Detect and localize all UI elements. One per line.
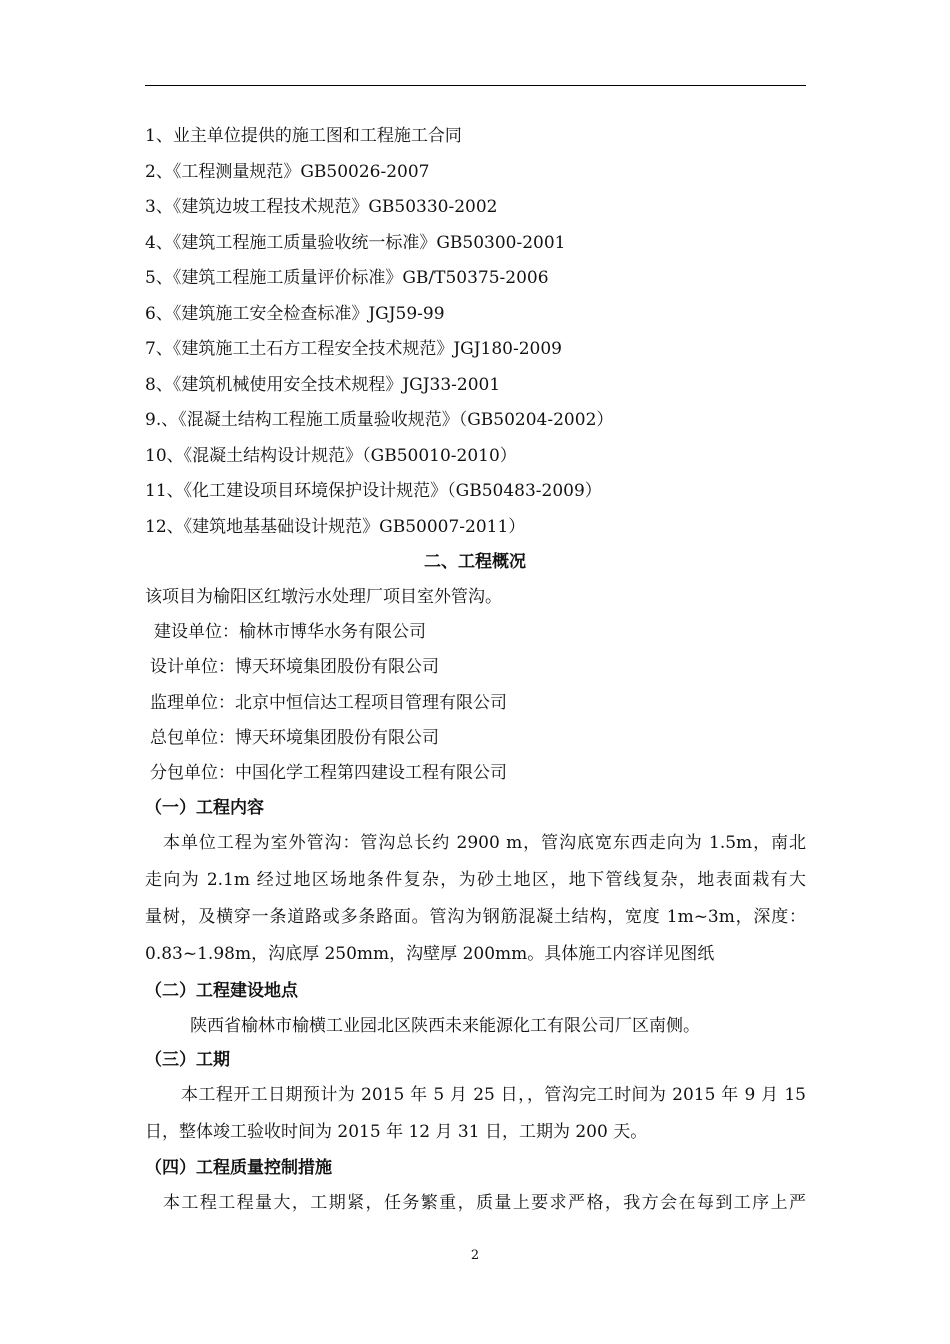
reference-item: 10、《混凝土结构设计规范》（GB50010-2010） (145, 446, 517, 466)
content-paragraph-line: 量树，及横穿一条道路或多条路面。管沟为钢筋混凝土结构，宽度 1m~3m，深度： (145, 907, 806, 927)
content-paragraph-line: 走向为 2.1m 经过地区场地条件复杂，为砂土地区，地下管线复杂，地表面栽有大 (145, 870, 806, 890)
subsection-heading-location: （二）工程建设地点 (145, 981, 298, 1001)
section-heading-overview: 二、工程概况 (424, 552, 526, 572)
reference-item: 7、《建筑施工土石方工程安全技术规范》JGJ180-2009 (145, 339, 562, 359)
header-rule (145, 85, 806, 86)
page-number: 2 (470, 1248, 480, 1263)
reference-item: 8、《建筑机械使用安全技术规程》JGJ33-2001 (145, 375, 501, 395)
reference-item: 11、《化工建设项目环境保护设计规范》（GB50483-2009） (145, 481, 602, 501)
quality-text: 本工程工程量大，工期紧，任务繁重，质量上要求严格，我方会在每到工序上严 (163, 1193, 806, 1213)
unit-line: 监理单位：北京中恒信达工程项目管理有限公司 (150, 693, 507, 713)
schedule-line: 本工程开工日期预计为 2015 年 5 月 25 日，，管沟完工时间为 2015 年 9 月 15 (181, 1085, 806, 1105)
reference-item: 4、《建筑工程施工质量验收统一标准》GB50300-2001 (145, 233, 566, 253)
schedule-line: 日，整体竣工验收时间为 2015 年 12 月 31 日，工期为 200 天。 (145, 1122, 648, 1142)
reference-item: 6、《建筑施工安全检查标准》JGJ59-99 (145, 304, 445, 324)
subsection-heading-content: （一）工程内容 (145, 798, 264, 818)
reference-item: 12、《建筑地基基础设计规范》GB50007-2011） (145, 517, 526, 537)
subsection-heading-quality: （四）工程质量控制措施 (145, 1158, 332, 1178)
unit-line: 建设单位：榆林市博华水务有限公司 (154, 622, 426, 642)
unit-line: 分包单位：中国化学工程第四建设工程有限公司 (150, 763, 507, 783)
content-paragraph-line: 本单位工程为室外管沟：管沟总长约 2900 m，管沟底宽东西走向为 1.5m，南北 (163, 833, 806, 853)
project-intro: 该项目为榆阳区红墩污水处理厂项目室外管沟。 (145, 587, 502, 607)
reference-item: 9.、《混凝土结构工程施工质量验收规范》（GB50204-2002） (145, 410, 614, 430)
location-text: 陕西省榆林市榆横工业园北区陕西未来能源化工有限公司厂区南侧。 (190, 1016, 700, 1036)
content-paragraph-line: 0.83~1.98m，沟底厚 250mm，沟壁厚 200mm。具体施工内容详见图纸 (145, 944, 715, 964)
unit-line: 设计单位：博天环境集团股份有限公司 (150, 657, 439, 677)
unit-line: 总包单位：博天环境集团股份有限公司 (150, 728, 439, 748)
reference-item: 5、《建筑工程施工质量评价标准》GB/T50375-2006 (145, 268, 549, 288)
subsection-heading-schedule: （三）工期 (145, 1050, 230, 1070)
reference-item: 2、《工程测量规范》GB50026-2007 (145, 162, 430, 182)
reference-item: 1、业主单位提供的施工图和工程施工合同 (145, 126, 462, 146)
reference-item: 3、《建筑边坡工程技术规范》GB50330-2002 (145, 197, 498, 217)
